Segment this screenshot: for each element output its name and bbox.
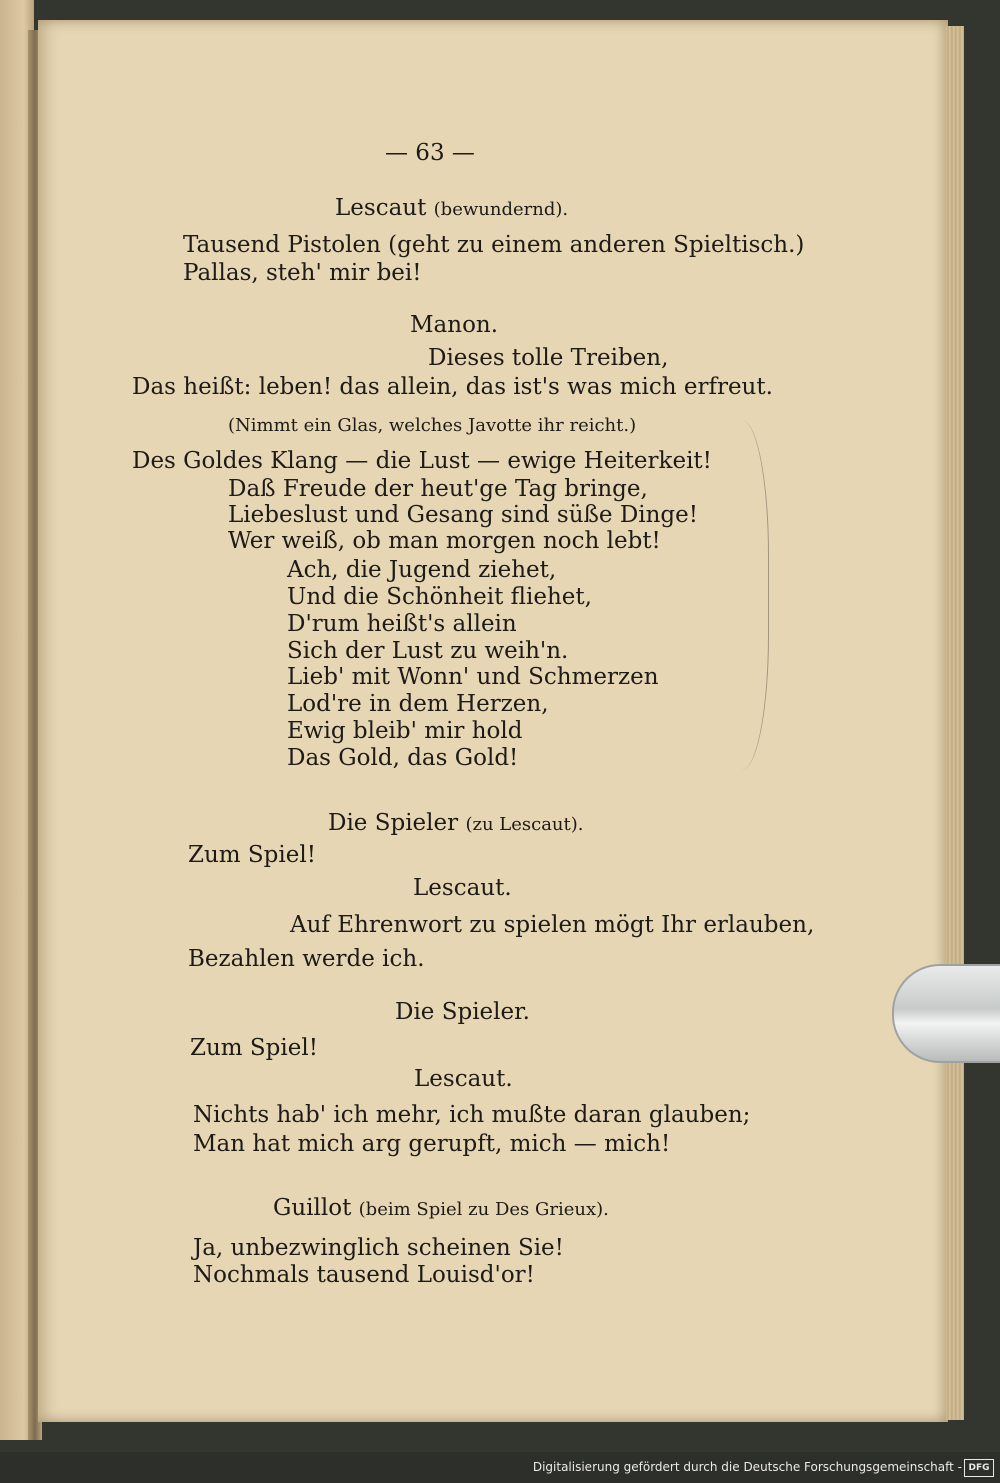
text-line: Sich der Lust zu weih'n. — [287, 638, 569, 664]
text-line: Daß Freude der heut'ge Tag bringe, — [228, 476, 648, 502]
text-line: Auf Ehrenwort zu spielen mögt Ihr erlauben, — [290, 912, 815, 938]
text-line: Lieb' mit Wonn' und Schmerzen — [287, 664, 659, 690]
speaker-heading: Die Spieler (zu Lescaut). — [328, 810, 584, 836]
text-line: Ewig bleib' mir hold — [287, 718, 523, 744]
text-line: Wer weiß, ob man morgen noch lebt! — [228, 528, 661, 554]
page-stack-edge — [946, 26, 964, 1420]
text-line: Nichts hab' ich mehr, ich mußte daran glauben; — [193, 1102, 751, 1128]
speaker-heading: Die Spieler. — [395, 999, 530, 1025]
text-line: Bezahlen werde ich. — [188, 946, 425, 972]
text-line: D'rum heißt's allein — [287, 611, 517, 637]
text-line: Das heißt: leben! das allein, das ist's was mich erfreut. — [132, 374, 773, 400]
stage-direction: (Nimmt ein Glas, welches Javotte ihr reicht.) — [228, 415, 637, 436]
text-line: Dieses tolle Treiben, — [428, 345, 669, 371]
speaker-heading: Lescaut. — [413, 875, 512, 901]
text-line: Ach, die Jugend ziehet, — [287, 557, 557, 583]
text-line: Pallas, steh' mir bei! — [183, 260, 422, 286]
speaker-heading: Lescaut. — [414, 1066, 513, 1092]
text-line: Und die Schönheit fliehet, — [287, 584, 592, 610]
text-line: Lod're in dem Herzen, — [287, 691, 549, 717]
text-line: Das Gold, das Gold! — [287, 745, 519, 771]
text-line: Zum Spiel! — [188, 842, 316, 868]
dfg-logo-icon: DFG — [964, 1459, 994, 1477]
text-line: Ja, unbezwinglich scheinen Sie! — [193, 1235, 564, 1261]
text-line: Nochmals tausend Louisd'or! — [193, 1262, 535, 1288]
footer-bar — [0, 1452, 1000, 1483]
text-line: Zum Spiel! — [190, 1035, 318, 1061]
text-line: Man hat mich arg gerupft, mich — mich! — [193, 1131, 671, 1157]
footer-credit: Digitalisierung gefördert durch die Deutsche Forschungsgemeinschaft - — [532, 1460, 962, 1474]
speaker-heading: Manon. — [410, 312, 499, 338]
page-number: — 63 — — [385, 140, 475, 166]
text-line: Tausend Pistolen (geht zu einem anderen Spieltisch.) — [183, 232, 805, 258]
speaker-heading: Guillot (beim Spiel zu Des Grieux). — [273, 1195, 609, 1221]
speaker-heading: Lescaut (bewundernd). — [335, 195, 569, 221]
page-clip — [892, 964, 1000, 1063]
text-line: Des Goldes Klang — die Lust — ewige Heiterkeit! — [132, 448, 712, 474]
text-line: Liebeslust und Gesang sind süße Dinge! — [228, 502, 699, 528]
